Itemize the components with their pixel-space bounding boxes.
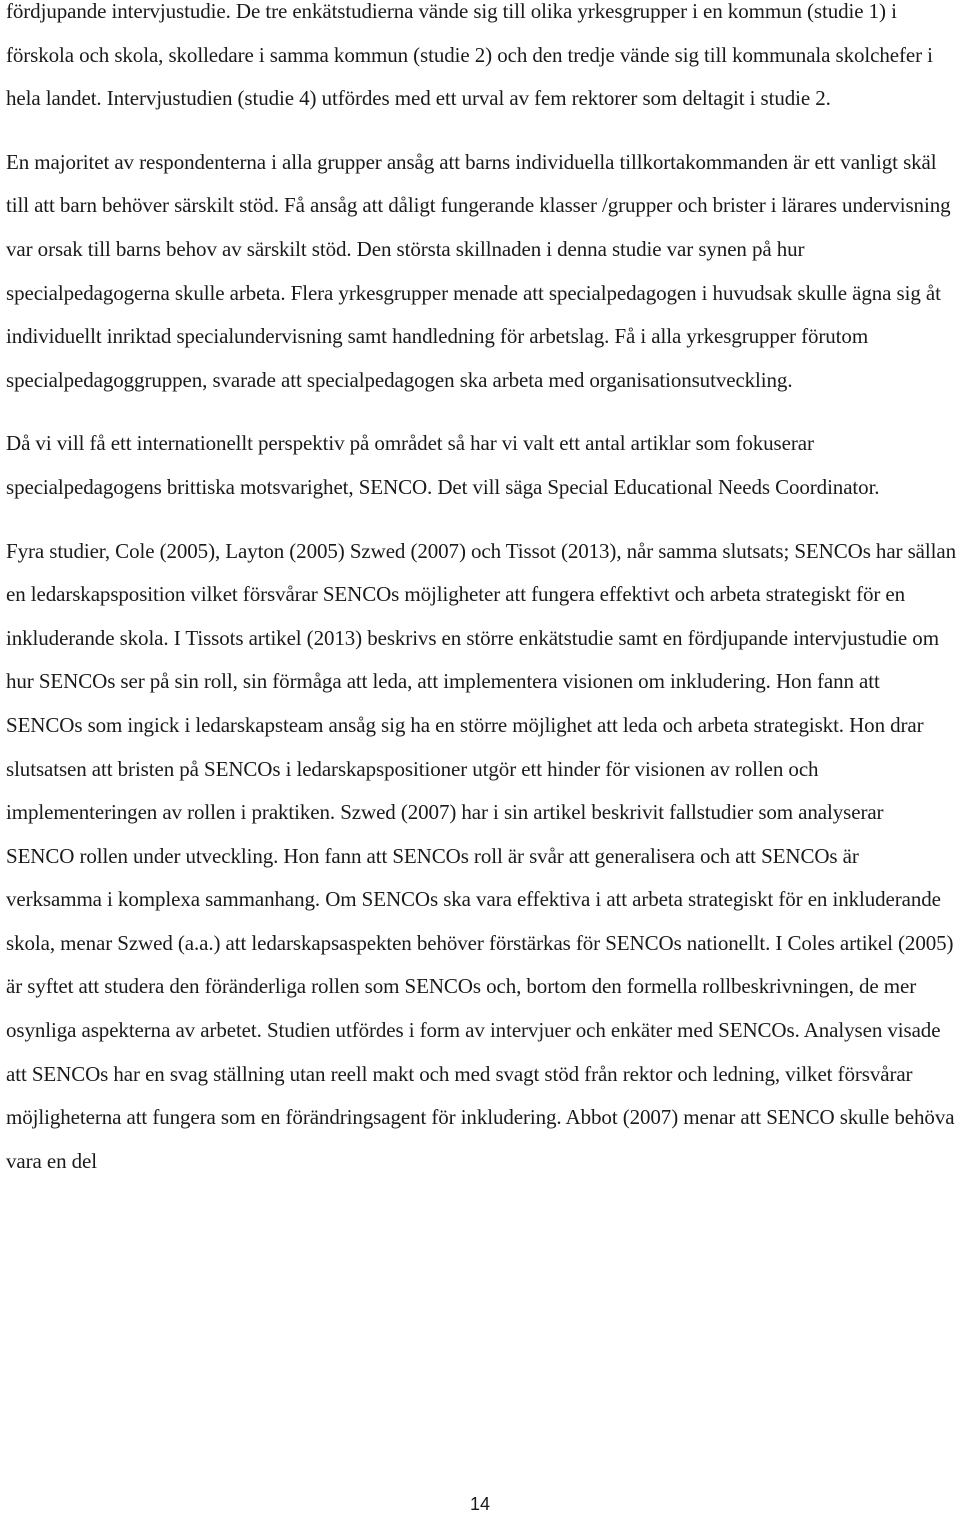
paragraph-senco-studies: Fyra studier, Cole (2005), Layton (2005) Szwed (2007) och Tissot (2013), når samma slutsats; SENCOs har sällan en ledarskapsposition vilket försvårar SENCOs möjligheter att fungera effektivt och arbeta strategiskt för en inkluderande skola. I Tissots artikel (2013) beskrivs en större enkätstudie samt en fördjupande intervjustudie om hur SENCOs ser på sin roll, sin förmåga att leda, att implementera visionen om inkludering. Hon fann att SENCOs som ingick i ledarskapsteam ansåg sig ha en större möjlighet att leda och arbeta strategiskt. Hon drar slutsatsen att bristen på SENCOs i ledarskapspositioner utgör ett hinder för visionen av rollen och implementeringen av rollen i praktiken. Szwed (2007) har i sin artikel beskrivit fallstudier som analyserar SENCO rollen under utveckling. Hon fann att SENCOs roll är svår att generalisera och att SENCOs är verksamma i komplexa sammanhang. Om SENCOs ska vara effektiva i att arbeta strategiskt för en inkluderande skola, menar Szwed (a.a.) att ledarskapsaspekten behöver förstärkas för SENCOs nationellt. I Coles artikel (2005) är syftet att studera den föränderliga rollen som SENCOs och, bortom den formella rollbeskrivningen, de mer osynliga aspekterna av arbetet. Studien utfördes i form av intervjuer och enkäter med SENCOs. Analysen visade att SENCOs har en svag ställning utan reell makt och med svagt stöd från rektor och ledning, vilket försvårar möjligheterna att fungera som en förändringsagent för inkludering. Abbot (2007) menar att SENCO skulle behöva vara en del <box>6 538 956 1173</box>
document-page <box>6 0 956 1183</box>
paragraph-study-overview: fördjupande intervjustudie. De tre enkätstudierna vände sig till olika yrkesgrupper i en kommun (studie 1) i förskola och skola, skolledare i samma kommun (studie 2) och den tredje vände sig till kommunala skolchefer i hela landet. Intervjustudien (studie 4) utfördes med ett urval av fem rektorer som deltagit i studie 2. <box>6 0 933 111</box>
paragraph-international-perspective: Då vi vill få ett internationellt perspektiv på området så har vi valt ett antal artiklar som fokuserar specialpedagogens brittiska motsvarighet, SENCO. Det vill säga Special Educational Needs Coordinator. <box>6 431 880 499</box>
paragraph-respondent-findings: En majoritet av respondenterna i alla grupper ansåg att barns individuella tillkortakommanden är ett vanligt skäl till att barn behöver särskilt stöd. Få ansåg att dåligt fungerande klasser /grupper och brister i lärares undervisning var orsak till barns behov av särskilt stöd. Den största skillnaden i denna studie var synen på hur specialpedagogerna skulle arbeta. Flera yrkesgrupper menade att specialpedagogen i huvudsak skulle ägna sig åt individuellt inriktad specialundervisning samt handledning för arbetslag. Få i alla yrkesgrupper förutom specialpedagoggruppen, svarade att specialpedagogen ska arbeta med organisationsutveckling. <box>6 149 951 392</box>
page-number: 14 <box>469 1494 491 1514</box>
